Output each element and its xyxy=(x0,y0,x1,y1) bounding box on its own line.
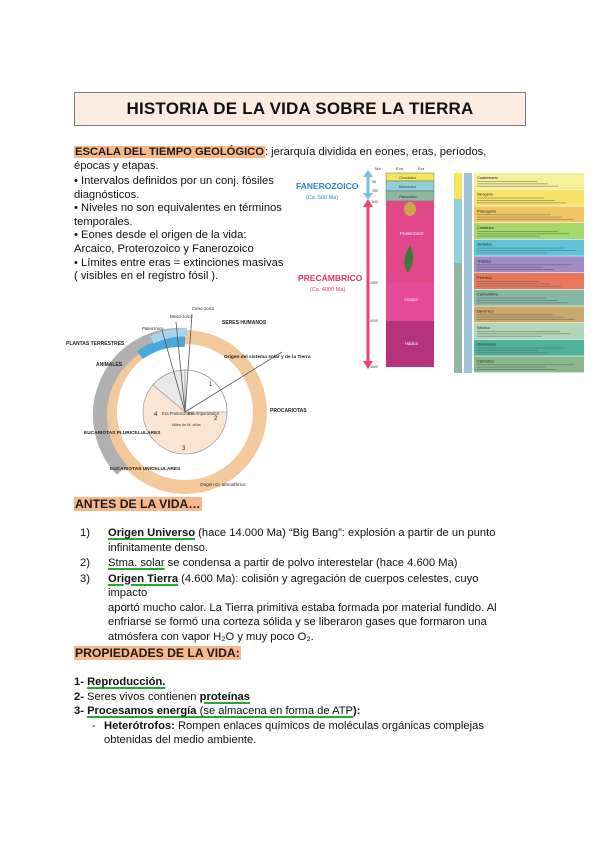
period-text-line xyxy=(477,219,573,220)
escala-bullets xyxy=(74,175,294,284)
item-text: (4.600 Ma): colisión y agregación de cuerpos celestes, cuyo impacto xyxy=(108,572,479,599)
era-arq-label: Era Arqueozoica xyxy=(188,411,219,416)
geologic-clock-figure xyxy=(62,300,324,496)
tick-label: 540 xyxy=(372,200,378,204)
origen-oxigeno-label: Origen O₂ atmosférico xyxy=(200,482,246,487)
prop-number: 1- xyxy=(74,676,84,688)
era-mesozoico-label: Mesozoico xyxy=(399,185,417,189)
plantas-label: PLANTAS TERRESTRES xyxy=(66,341,125,347)
trilobite-icon xyxy=(404,202,416,216)
prop-key: proteínas xyxy=(199,690,250,703)
period-text-line xyxy=(477,364,574,365)
period-text-line xyxy=(477,202,566,203)
period-text-line xyxy=(477,231,558,232)
sub-text: obtenidas del medio ambiente. xyxy=(104,734,257,746)
antes-item xyxy=(80,572,520,645)
period-label: Cámbrico xyxy=(477,358,495,364)
item-text: enfriarse se formó una corteza sólida y se liberaron gases que formaron una xyxy=(108,616,487,628)
fanerozoico-label: FANEROZOICO xyxy=(296,181,359,191)
bullet-line: • Niveles no son equivalentes en términos xyxy=(74,202,282,215)
fanerozoico-arrow xyxy=(363,170,373,200)
period-text-line xyxy=(477,217,562,218)
period-text-line xyxy=(477,200,555,201)
item-text: atmósfera con vapor H₂O y muy poco O₂. xyxy=(108,630,314,643)
paleozoico-label: Paleozoico xyxy=(142,326,164,331)
clock-number: 1 xyxy=(209,382,213,388)
escala-intro-line2: épocas y etapas. xyxy=(74,160,159,172)
prop-key: Procesamos energía xyxy=(87,705,197,717)
period-text-line xyxy=(477,267,543,268)
clock-number: 3 xyxy=(182,446,186,452)
period-text-line xyxy=(477,336,542,337)
bullet-line: temporales. xyxy=(74,215,133,228)
clock-number: 2 xyxy=(214,416,218,422)
bullet-line: ( visibles en el registro fósil ). xyxy=(74,270,219,283)
antes-heading-text: ANTES DE LA VIDA… xyxy=(75,497,201,511)
precambrico-sub: (Ca. 4000 Ma) xyxy=(310,287,346,293)
period-label: Silúrico xyxy=(477,325,491,330)
period-text-line xyxy=(477,252,547,253)
col-header-ma: Ma xyxy=(375,166,381,171)
bullet-line: • Límites entre eras = extinciones masivas xyxy=(74,256,284,269)
propiedades-list xyxy=(74,675,534,748)
period-text-line xyxy=(477,264,572,265)
period-text-line xyxy=(477,186,559,187)
col-header-eon: Eón xyxy=(396,166,404,171)
page-title: HISTORIA DE LA VIDA SOBRE LA TIERRA xyxy=(126,99,474,118)
prop-item-2 xyxy=(74,690,534,705)
period-text-line xyxy=(477,333,571,334)
mesozoico-label: Meso-zoico xyxy=(170,314,193,319)
item-number: 2) xyxy=(80,557,90,569)
propiedades-heading-text: PROPIEDADES DE LA VIDA: xyxy=(75,646,240,660)
procariotas-label: PROCARIOTAS xyxy=(270,408,307,414)
escala-heading: ESCALA DEL TIEMPO GEOLÓGICO xyxy=(75,146,264,158)
prop-item-3 xyxy=(74,704,534,719)
cenozoico-label: Ceno-zoico xyxy=(192,306,215,311)
eon-strip-ceno xyxy=(454,173,462,199)
seres-humanos-label: SERES HUMANOS xyxy=(222,320,267,326)
periods-stack xyxy=(474,173,584,372)
prop-number: 3- xyxy=(74,705,84,717)
item-text: aportó mucho calor. La Tierra primitiva estaba formada por material fundido. Al xyxy=(108,601,497,614)
period-label: Carbonífero xyxy=(477,291,499,297)
bullet-line: Arcaico, Proterozoico y Fanerozoico xyxy=(74,242,254,255)
sub-text: Rompen enlaces químicos de moléculas orgánicas complejas xyxy=(174,719,484,732)
block-proterozoico-label: Proterozoico xyxy=(400,231,424,236)
fanerozoico-sub: (Ca. 500 Ma) xyxy=(306,195,339,201)
miles-label: Miles de M. años xyxy=(172,423,201,427)
origen-sistema-label: Origen del sistema solar y de la Tierra xyxy=(224,355,311,360)
title-box xyxy=(74,92,526,126)
period-text-line xyxy=(477,283,550,284)
period-label: Ordovícico xyxy=(477,341,497,347)
prop-item-1 xyxy=(74,675,534,690)
propiedades-heading xyxy=(74,646,241,660)
bullet-line: • Intervalos definidos por un conj. fósiles xyxy=(74,175,274,187)
period-text-line xyxy=(477,286,561,287)
clock-number: 4 xyxy=(154,412,158,418)
precambrico-label: PRECÁMBRICO xyxy=(298,273,363,283)
tick-label: 250 xyxy=(372,189,378,193)
block-hadico-label: Hádico xyxy=(405,341,419,346)
period-label: Paleógeno xyxy=(477,208,497,214)
escala-intro xyxy=(74,146,514,160)
period-label: Jurásico xyxy=(477,241,492,247)
pie-quadrant-1 xyxy=(185,370,227,412)
period-text-line xyxy=(477,298,546,299)
prop-text: (se almacena en forma de ATP xyxy=(196,705,354,717)
block-arcaico-label: Arcaico xyxy=(404,297,418,302)
item-key: Origen Universo xyxy=(108,527,196,539)
era-cenozoico-label: Cenozoico xyxy=(399,176,416,180)
item-text: (hace 14.000 Ma) “Big Bang”: explosión a partir de un punto xyxy=(195,527,496,539)
sub-key: Heterótrofos: xyxy=(104,719,175,732)
period-text-line xyxy=(477,181,537,182)
prop-number: 2- xyxy=(74,690,84,703)
period-text-line xyxy=(477,250,576,251)
period-text-line xyxy=(477,319,575,320)
eon-strip-paleo xyxy=(454,263,462,373)
period-label: Neógeno xyxy=(477,191,494,197)
prop-text: ): xyxy=(353,705,361,717)
era-pro-label: Era Proterozoica xyxy=(162,411,194,416)
block-arcaico xyxy=(386,283,434,321)
eon-strip-fanero xyxy=(464,173,472,373)
period-label: Pérmico xyxy=(477,275,492,280)
period-text-line xyxy=(477,198,544,199)
period-text-line xyxy=(477,369,556,370)
item-number: 1) xyxy=(80,527,90,539)
item-text: se condensa a partir de polvo interestelar (hace 4.600 Ma) xyxy=(164,557,458,569)
eucariotas-uni-label: EUCARIOTAS UNICELULARES xyxy=(110,467,181,472)
tick-label: 4000 xyxy=(370,319,378,323)
escala-intro-rest: : jerarquía dividida en eones, eras, períodos, xyxy=(264,146,487,158)
period-text-line xyxy=(477,317,564,318)
geologic-timescale-figure xyxy=(292,163,588,373)
period-text-line xyxy=(477,350,538,351)
antes-list xyxy=(80,526,520,645)
period-text-line xyxy=(477,352,549,353)
item-key: Origen Tierra xyxy=(108,572,179,585)
bullet-line: • Eones desde el origen de la vida: xyxy=(74,229,247,242)
prop-text: Seres vivos contienen xyxy=(83,690,200,703)
period-text-line xyxy=(477,367,545,368)
period-text-line xyxy=(477,269,554,270)
col-header-era: Era xyxy=(418,166,425,171)
period-text-line xyxy=(477,300,557,301)
period-text-line xyxy=(477,233,569,234)
tick-label: 2500 xyxy=(370,281,378,285)
period-text-line xyxy=(477,302,568,303)
antes-heading xyxy=(74,497,202,511)
eucariotas-pluri-label: EUCARIOTAS PLURICELULARES xyxy=(84,431,161,436)
antes-item xyxy=(80,556,520,571)
sub-dash: - xyxy=(92,719,96,732)
eon-strip-meso xyxy=(454,199,462,263)
period-text-line xyxy=(477,348,567,349)
tick-label: 4600 xyxy=(370,365,378,369)
period-label: Cretácico xyxy=(477,225,494,230)
period-text-line xyxy=(477,331,560,332)
period-label: Triásico xyxy=(477,258,491,264)
period-label: Devónico xyxy=(477,308,494,314)
period-text-line xyxy=(477,214,551,215)
item-number: 3) xyxy=(80,572,90,585)
item-text: infinitamente denso. xyxy=(108,541,209,554)
antes-item xyxy=(80,526,520,555)
period-text-line xyxy=(477,236,540,237)
tick-label: 65 xyxy=(372,180,376,184)
prop-key: Reproducción. xyxy=(87,676,166,688)
period-text-line xyxy=(477,248,565,249)
era-paleozoico-label: Paleozoico xyxy=(399,195,417,199)
period-text-line xyxy=(477,281,539,282)
period-text-line xyxy=(477,314,553,315)
item-key: Stma. solar xyxy=(108,557,165,569)
bullet-line: diagnósticos. xyxy=(74,188,140,201)
animales-label: ANIMALES xyxy=(96,362,123,368)
prop-subitem xyxy=(74,719,534,748)
period-label: Cuaternario xyxy=(477,175,498,180)
period-text-line xyxy=(477,183,548,184)
